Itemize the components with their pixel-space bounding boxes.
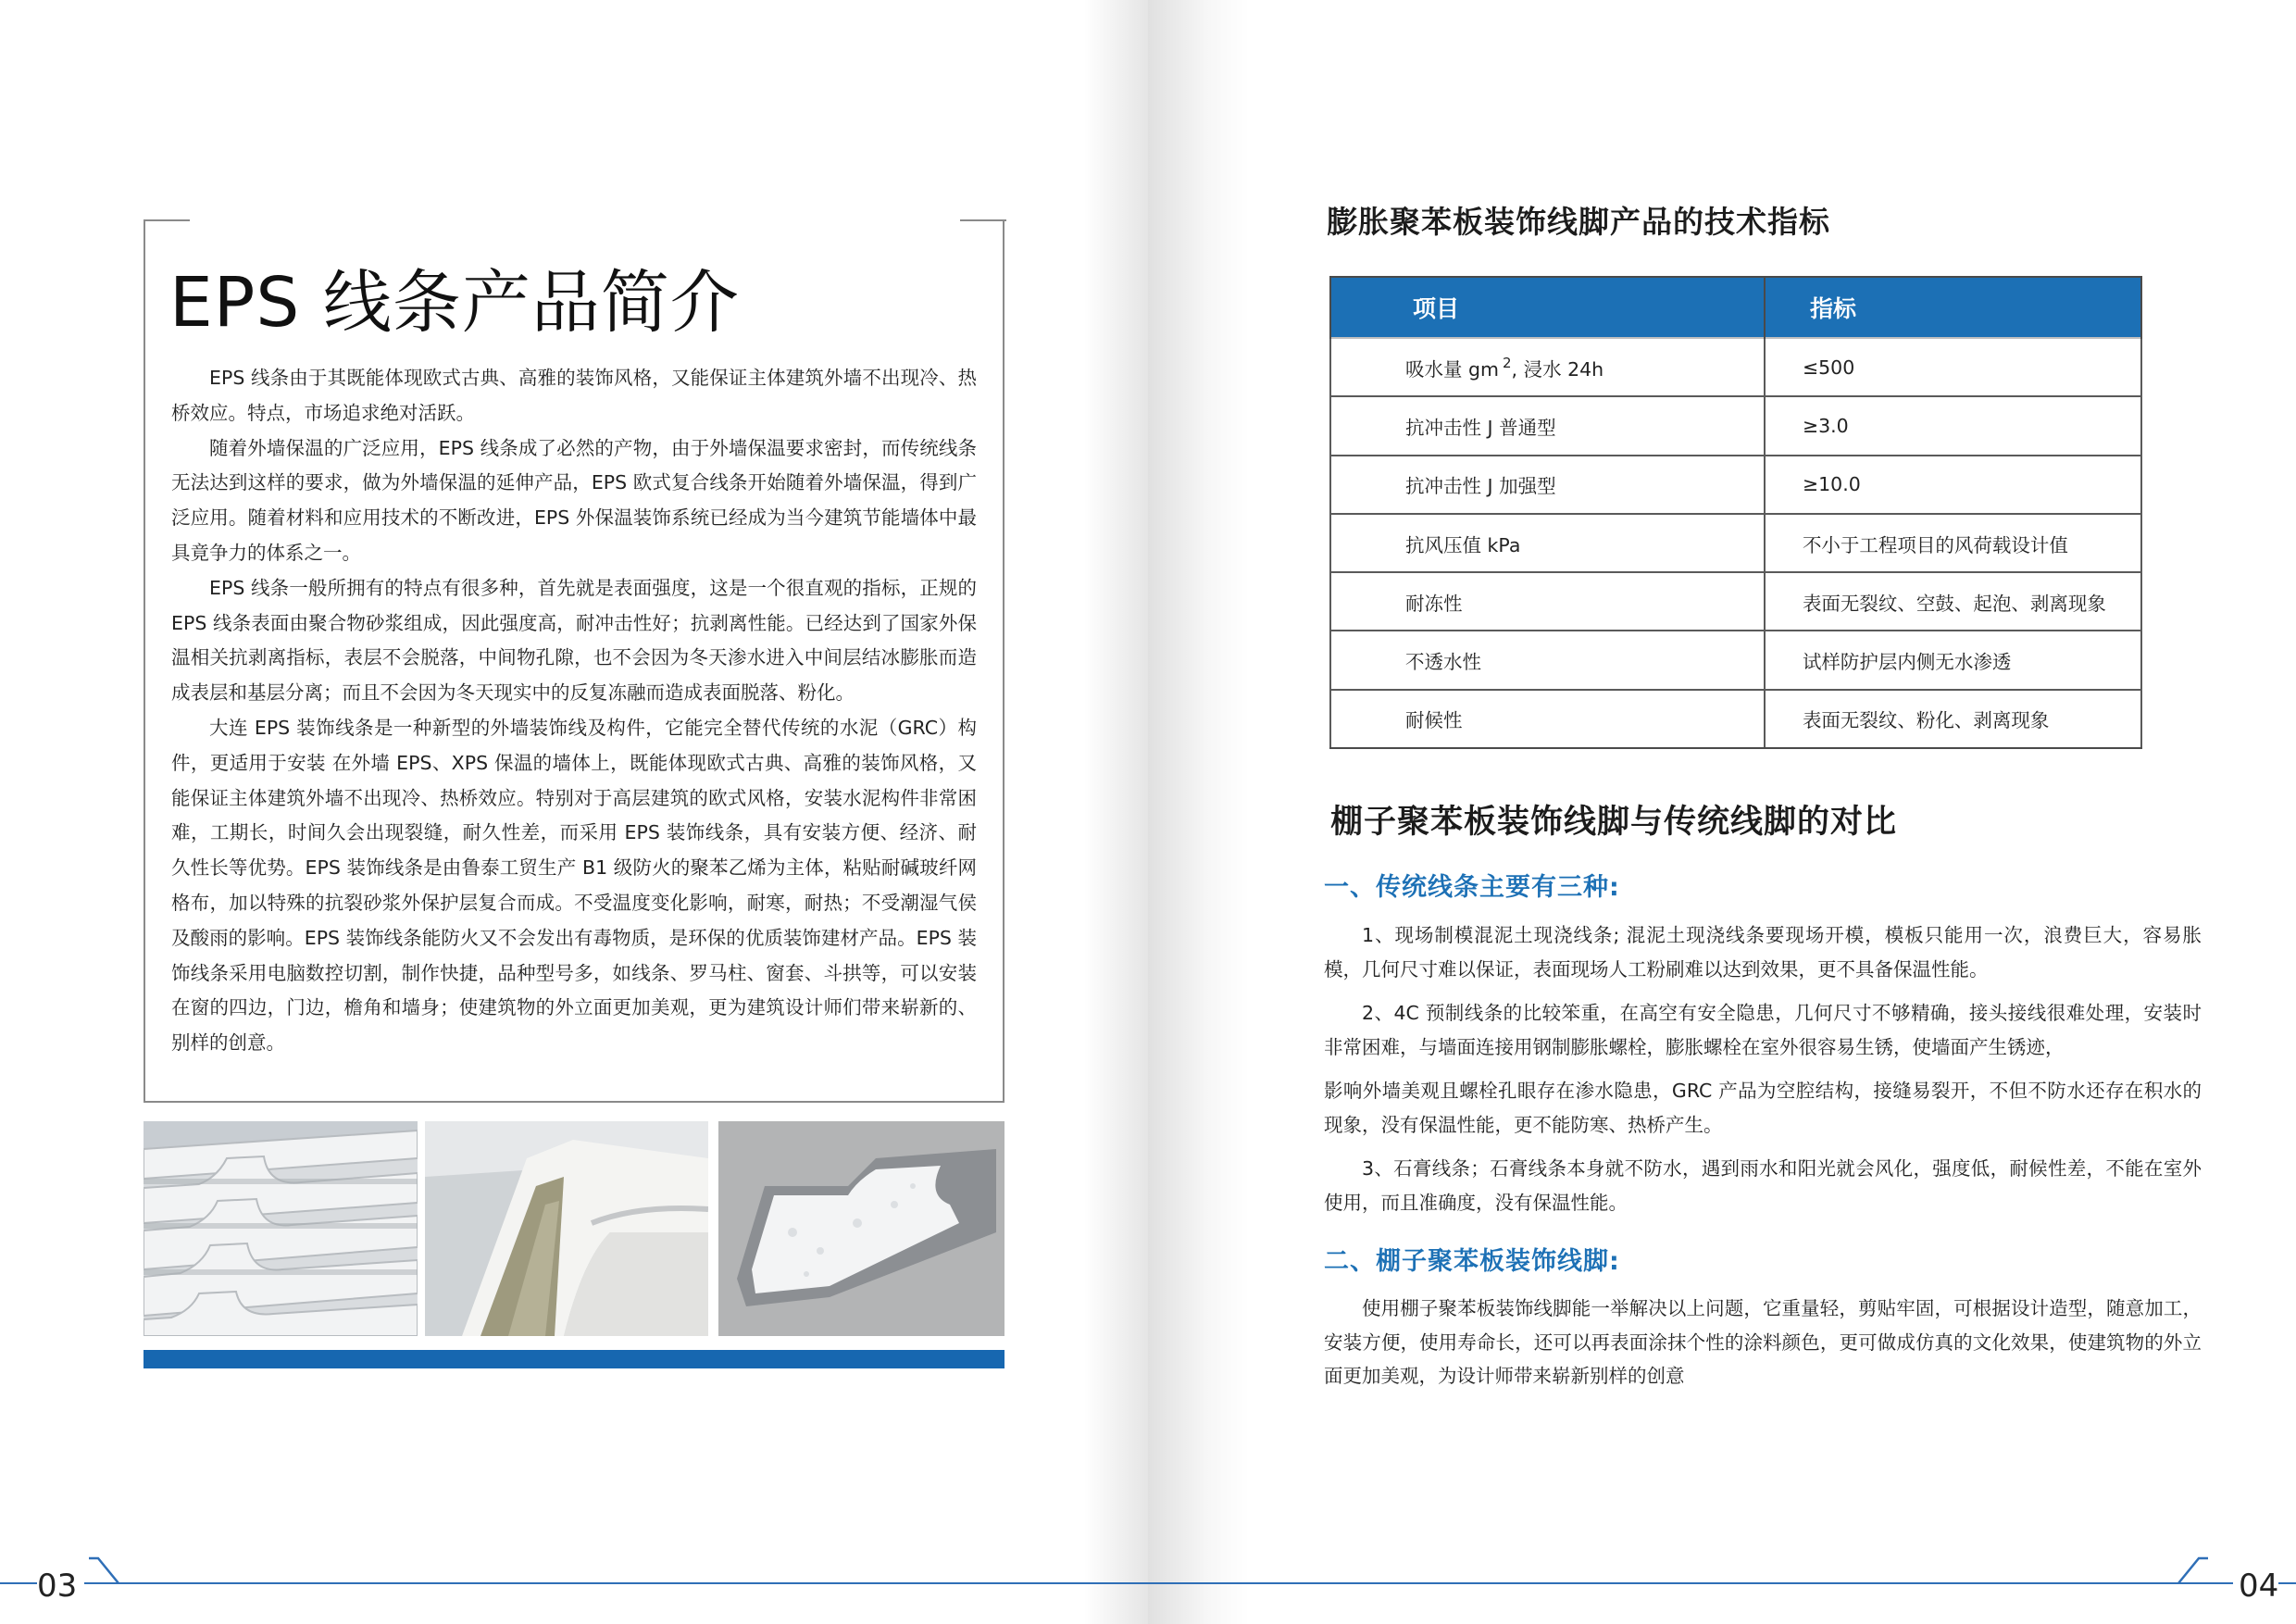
moulding-cross-section-photo xyxy=(718,1121,1004,1336)
body-paragraph: 3、石膏线条；石膏线条本身就不防水，遇到雨水和阳光就会风化，强度低，耐候性差，不能在室外使用，而且准确度，没有保温性能。 xyxy=(1324,1157,2202,1214)
accent-bar xyxy=(144,1350,1004,1368)
frame-corner xyxy=(960,219,1006,221)
table-row xyxy=(1330,338,2141,396)
table-row xyxy=(1330,514,2141,572)
page-number: 03 xyxy=(37,1568,84,1605)
table-cell-item: 耐冻性 xyxy=(1330,572,1765,631)
table-row xyxy=(1330,396,2141,455)
table-cell-value: ≤500 xyxy=(1765,338,2141,396)
spec-title: 膨胀聚苯板装饰线脚产品的技术指标 xyxy=(1327,204,1830,240)
column-header-value: 指标 xyxy=(1765,277,2141,338)
table-cell-item: 不透水性 xyxy=(1330,631,1765,689)
spec-table xyxy=(1329,276,2142,749)
table-row xyxy=(1330,631,2141,689)
footer-notch xyxy=(89,1556,120,1584)
section-heading-eps: 二、棚子聚苯板装饰线脚: xyxy=(1324,1247,1620,1276)
table-cell-value: 表面无裂纹、空鼓、起泡、剥离现象 xyxy=(1765,572,2141,631)
table-row xyxy=(1330,572,2141,631)
page-title: EPS 线条产品简介 xyxy=(169,263,740,343)
table-cell-item: 耐候性 xyxy=(1330,690,1765,748)
table-header-row xyxy=(1330,277,2141,338)
page-number: 04 xyxy=(2233,1568,2278,1605)
table-cell-item: 抗冲击性 J 普通型 xyxy=(1330,396,1765,455)
spine-shadow xyxy=(1083,0,1148,1624)
table-cell-value: 不小于工程项目的风荷载设计值 xyxy=(1765,514,2141,572)
section-heading-traditional: 一、传统线条主要有三种: xyxy=(1324,873,1620,902)
footer-line xyxy=(1148,1582,2296,1584)
eps-text xyxy=(1324,1292,2202,1393)
table-cell-item: 抗冲击性 J 加强型 xyxy=(1330,456,1765,514)
body-paragraph: 影响外墙美观且螺栓孔眼存在渗水隐患，GRC 产品为空腔结构，接缝易裂开，不但不防水还存在积水的现象，没有保温性能，更不能防寒、热桥产生。 xyxy=(1324,1080,2202,1136)
body-paragraph: 使用棚子聚苯板装饰线脚能一举解决以上问题，它重量轻，剪贴牢固，可根据设计造型，随意加工，安装方便，使用寿命长，还可以再表面涂抹个性的涂料颜色，更可做成仿真的文化效果，使建筑物的外立面更加美观，为设计师带来崭新别样的创意 xyxy=(1324,1297,2202,1387)
table-row xyxy=(1330,456,2141,514)
intro-text xyxy=(171,361,977,1061)
table-cell-value: ≥10.0 xyxy=(1765,456,2141,514)
body-paragraph: 2、4C 预制线条的比较笨重，在高空有安全隐患，几何尺寸不够精确，接头接线很难处理，安装时非常困难，与墙面连接用钢制膨胀螺栓，膨胀螺栓在室外很容易生锈，使墙面产生锈迹， xyxy=(1324,1002,2202,1058)
table-cell-value: 表面无裂纹、粉化、剥离现象 xyxy=(1765,690,2141,748)
moulding-profile-photo xyxy=(425,1121,708,1336)
frame-corner xyxy=(144,219,190,221)
body-paragraph: 1、现场制模混泥土现浇线条; 混泥土现浇线条要现场开模，模板只能用一次，浪费巨大，容易胀模，几何尺寸难以保证，表面现场人工粉刷难以达到效果，更不具备保温性能。 xyxy=(1324,924,2202,981)
table-cell-value: 试样防护层内侧无水渗透 xyxy=(1765,631,2141,689)
intro-paragraph: 随着外墙保温的广泛应用，EPS 线条成了必然的产物，由于外墙保温要求密封，而传统线条无法达到这样的要求，做为外墙保温的延伸产品，EPS 欧式复合线条开始随着外墙保温，得到广泛应用。随着材料和应用技术的不断改进，EPS 外保温装饰系统已经成为当今建筑节能墙体中最具竟争力的体系之一。 xyxy=(171,436,977,564)
footer-notch xyxy=(2177,1556,2208,1584)
spine-shadow xyxy=(1148,0,1250,1624)
intro-paragraph: 大连 EPS 装饰线条是一种新型的外墙装饰线及构件，它能完全替代传统的水泥（GRC）构件，更适用于安装 在外墙 EPS、XPS 保温的墙体上，既能体现欧式古典、高雅的装饰风格，又能保证主体建筑外墙不出现冷、热桥效应。特别对于高层建筑的欧式风格，安装水泥构件非常困难，工期长，时间久会出现裂缝，耐久性差，而采用 EPS 装饰线条，具有安装方便、经济、耐久性长等优势。EPS 装饰线条是由鲁泰工贸生产 B1 级防火的聚苯乙烯为主体，粘贴耐碱玻纤网格布，加以特殊的抗裂砂浆外保护层复合而成。不受温度变化影响，耐寒，耐热；不受潮湿气侯及酸雨的影响。EPS 装饰线条能防火又不会发出有毒物质，是环保的优质装饰建材产品。EPS 装饰线条采用电脑数控切割，制作快捷，品种型号多，如线条、罗马柱、窗套、斗拱等，可以安装在窗的四边，门边，檐角和墙身；使建筑物的外立面更加美观，更为建筑设计师们带来崭新的、别样的创意。 xyxy=(171,716,977,1055)
table-cell-item: 吸水量 gm $^2$, 浸水 24h xyxy=(1330,338,1765,396)
table-cell-item: 抗风压值 kPa xyxy=(1330,514,1765,572)
footer-line xyxy=(0,1582,1148,1584)
compare-title: 棚子聚苯板装饰线脚与传统线脚的对比 xyxy=(1330,804,1898,841)
table-row xyxy=(1330,690,2141,748)
column-header-item: 项目 xyxy=(1330,277,1765,338)
intro-paragraph: EPS 线条由于其既能体现欧式古典、高雅的装饰风格，又能保证主体建筑外墙不出现冷、热桥效应。特点，市场追求绝对活跃。 xyxy=(171,367,977,424)
right-page xyxy=(1148,0,2296,1624)
table-cell-value: ≥3.0 xyxy=(1765,396,2141,455)
moulding-stack-photo xyxy=(144,1121,418,1336)
intro-paragraph: EPS 线条一般所拥有的特点有很多种，首先就是表面强度，这是一个很直观的指标，正规的 EPS 线条表面由聚合物砂浆组成，因此强度高，耐冲击性好；抗剥离性能。已经达到了国家外保温相关抗剥离指标，表层不会脱落，中间物孔隙，也不会因为冬天渗水进入中间层结冰膨胀而造成表层和基层分离；而且不会因为冬天现实中的反复冻融而造成表面脱落、粉化。 xyxy=(171,576,977,705)
product-photos xyxy=(144,1121,1004,1336)
traditional-text xyxy=(1324,918,2202,1219)
